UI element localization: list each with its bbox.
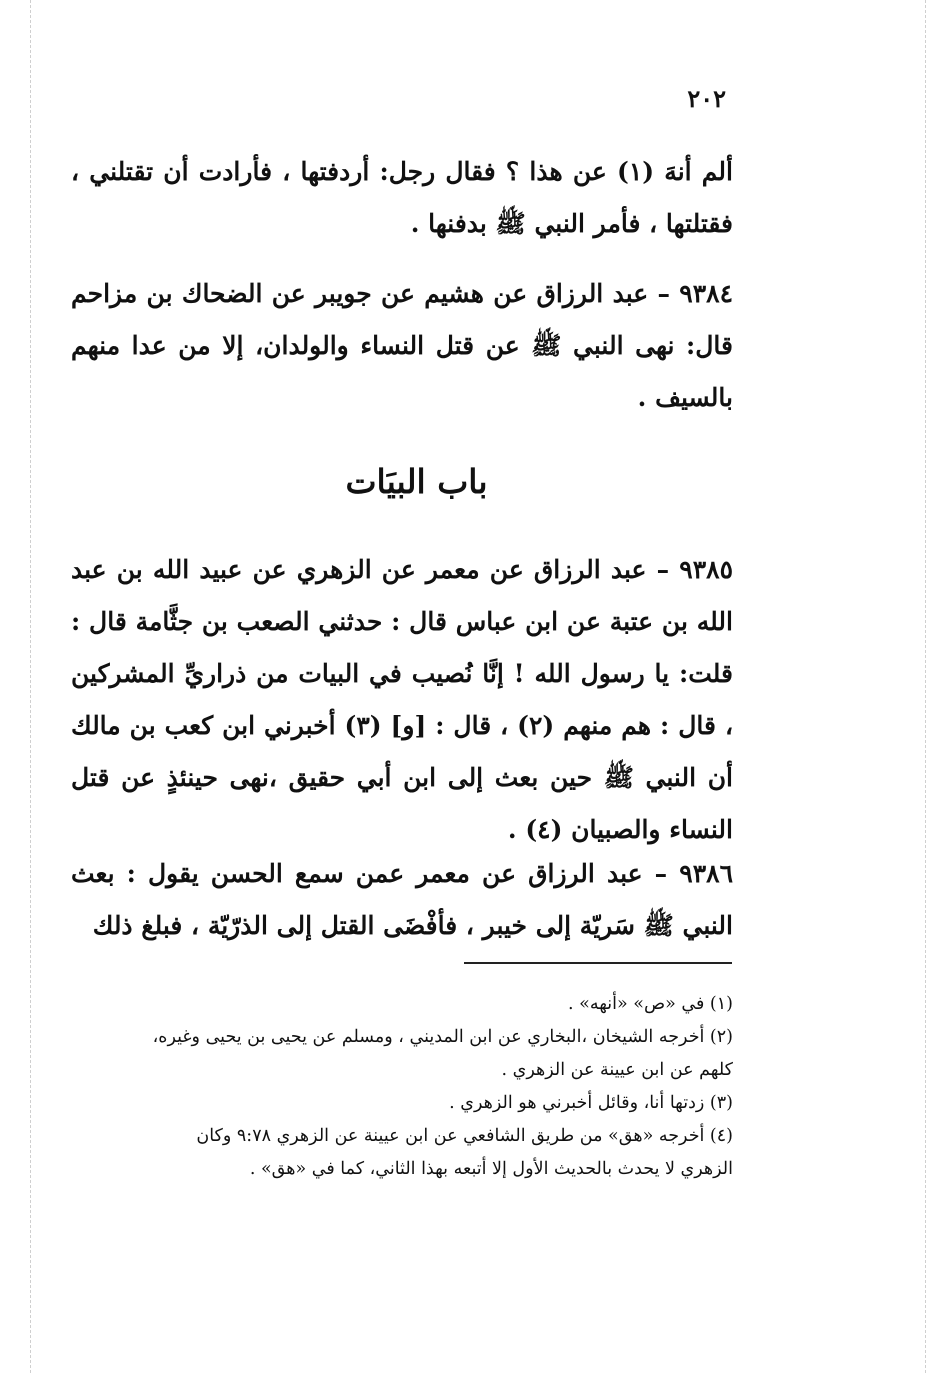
footnote-1: (١) في «ص» «أنهه» . [568, 994, 733, 1014]
footnote-2: (٢) أخرجه الشيخان ،البخاري عن ابن المديني ، ومسلم عن يحيى بن يحيى وغيره، [152, 1027, 733, 1047]
section-title: باب البيَات [345, 462, 488, 501]
scan-margin-line-left [30, 0, 31, 1373]
footnote-3: (٣) زدتها أنا، وقائل أخبرني هو الزهري . [449, 1093, 733, 1113]
footnotes [71, 988, 733, 1186]
hadith-9386-block [71, 848, 733, 952]
footnote-4-continued: الزهري لا يحدث بالحديث الأول إلا أتبعه بهذا الثاني، كما في «هق» . [249, 1159, 733, 1179]
hadith-9385: ٩٣٨٥ – عبد الرزاق عن معمر عن الزهري عن عبيد الله بن عبد الله بن عتبة عن ابن عباس قال : حدثني الصعب بن جثَّامة قال : قلت: يا رسول الله ! إنَّا نُصيب في البيات من ذراريِّ المشركين ، قال : هم منهم (٢) ، قال : [و] (٣) أخبرني ابن كعب بن مالك أن النبي ﷺ حين بعث إلى ابن أبي حقيق ،نهى حينئذٍ عن قتل النساء والصبيان (٤) . [71, 555, 734, 844]
footnote-2-continued: كلهم عن ابن عيينة عن الزهري . [501, 1060, 733, 1080]
footnote-separator [464, 962, 732, 964]
hadith-9386: ٩٣٨٦ – عبد الرزاق عن معمر عمن سمع الحسن يقول : بعث النبي ﷺ سَريّة إلى خيبر ، فأفْضَى القتل إلى الذرّيّة ، فبلغ ذلك [71, 859, 733, 940]
page-number: ٢٠٢ [687, 84, 726, 113]
hadith-9385-block [71, 544, 733, 856]
hadith-9384: ٩٣٨٤ – عبد الرزاق عن هشيم عن جويبر عن الضحاك بن مزاحم قال: نهى النبي ﷺ عن قتل النساء والولدان، إلا من عدا منهم بالسيف . [71, 279, 733, 412]
top-paragraph-block [71, 146, 733, 250]
top-paragraph: ألم أنهَ (١) عن هذا ؟ فقال رجل: أردفتها ، فأرادت أن تقتلني ، فقتلتها ، فأمر النبي ﷺ بدفنها . [71, 157, 733, 238]
footnote-4: (٤) أخرجه «هق» من طريق الشافعي عن ابن عيينة عن الزهري ٩:٧٨ وكان [196, 1126, 733, 1146]
scan-margin-line-right [925, 0, 926, 1373]
hadith-9384-block [71, 268, 733, 424]
